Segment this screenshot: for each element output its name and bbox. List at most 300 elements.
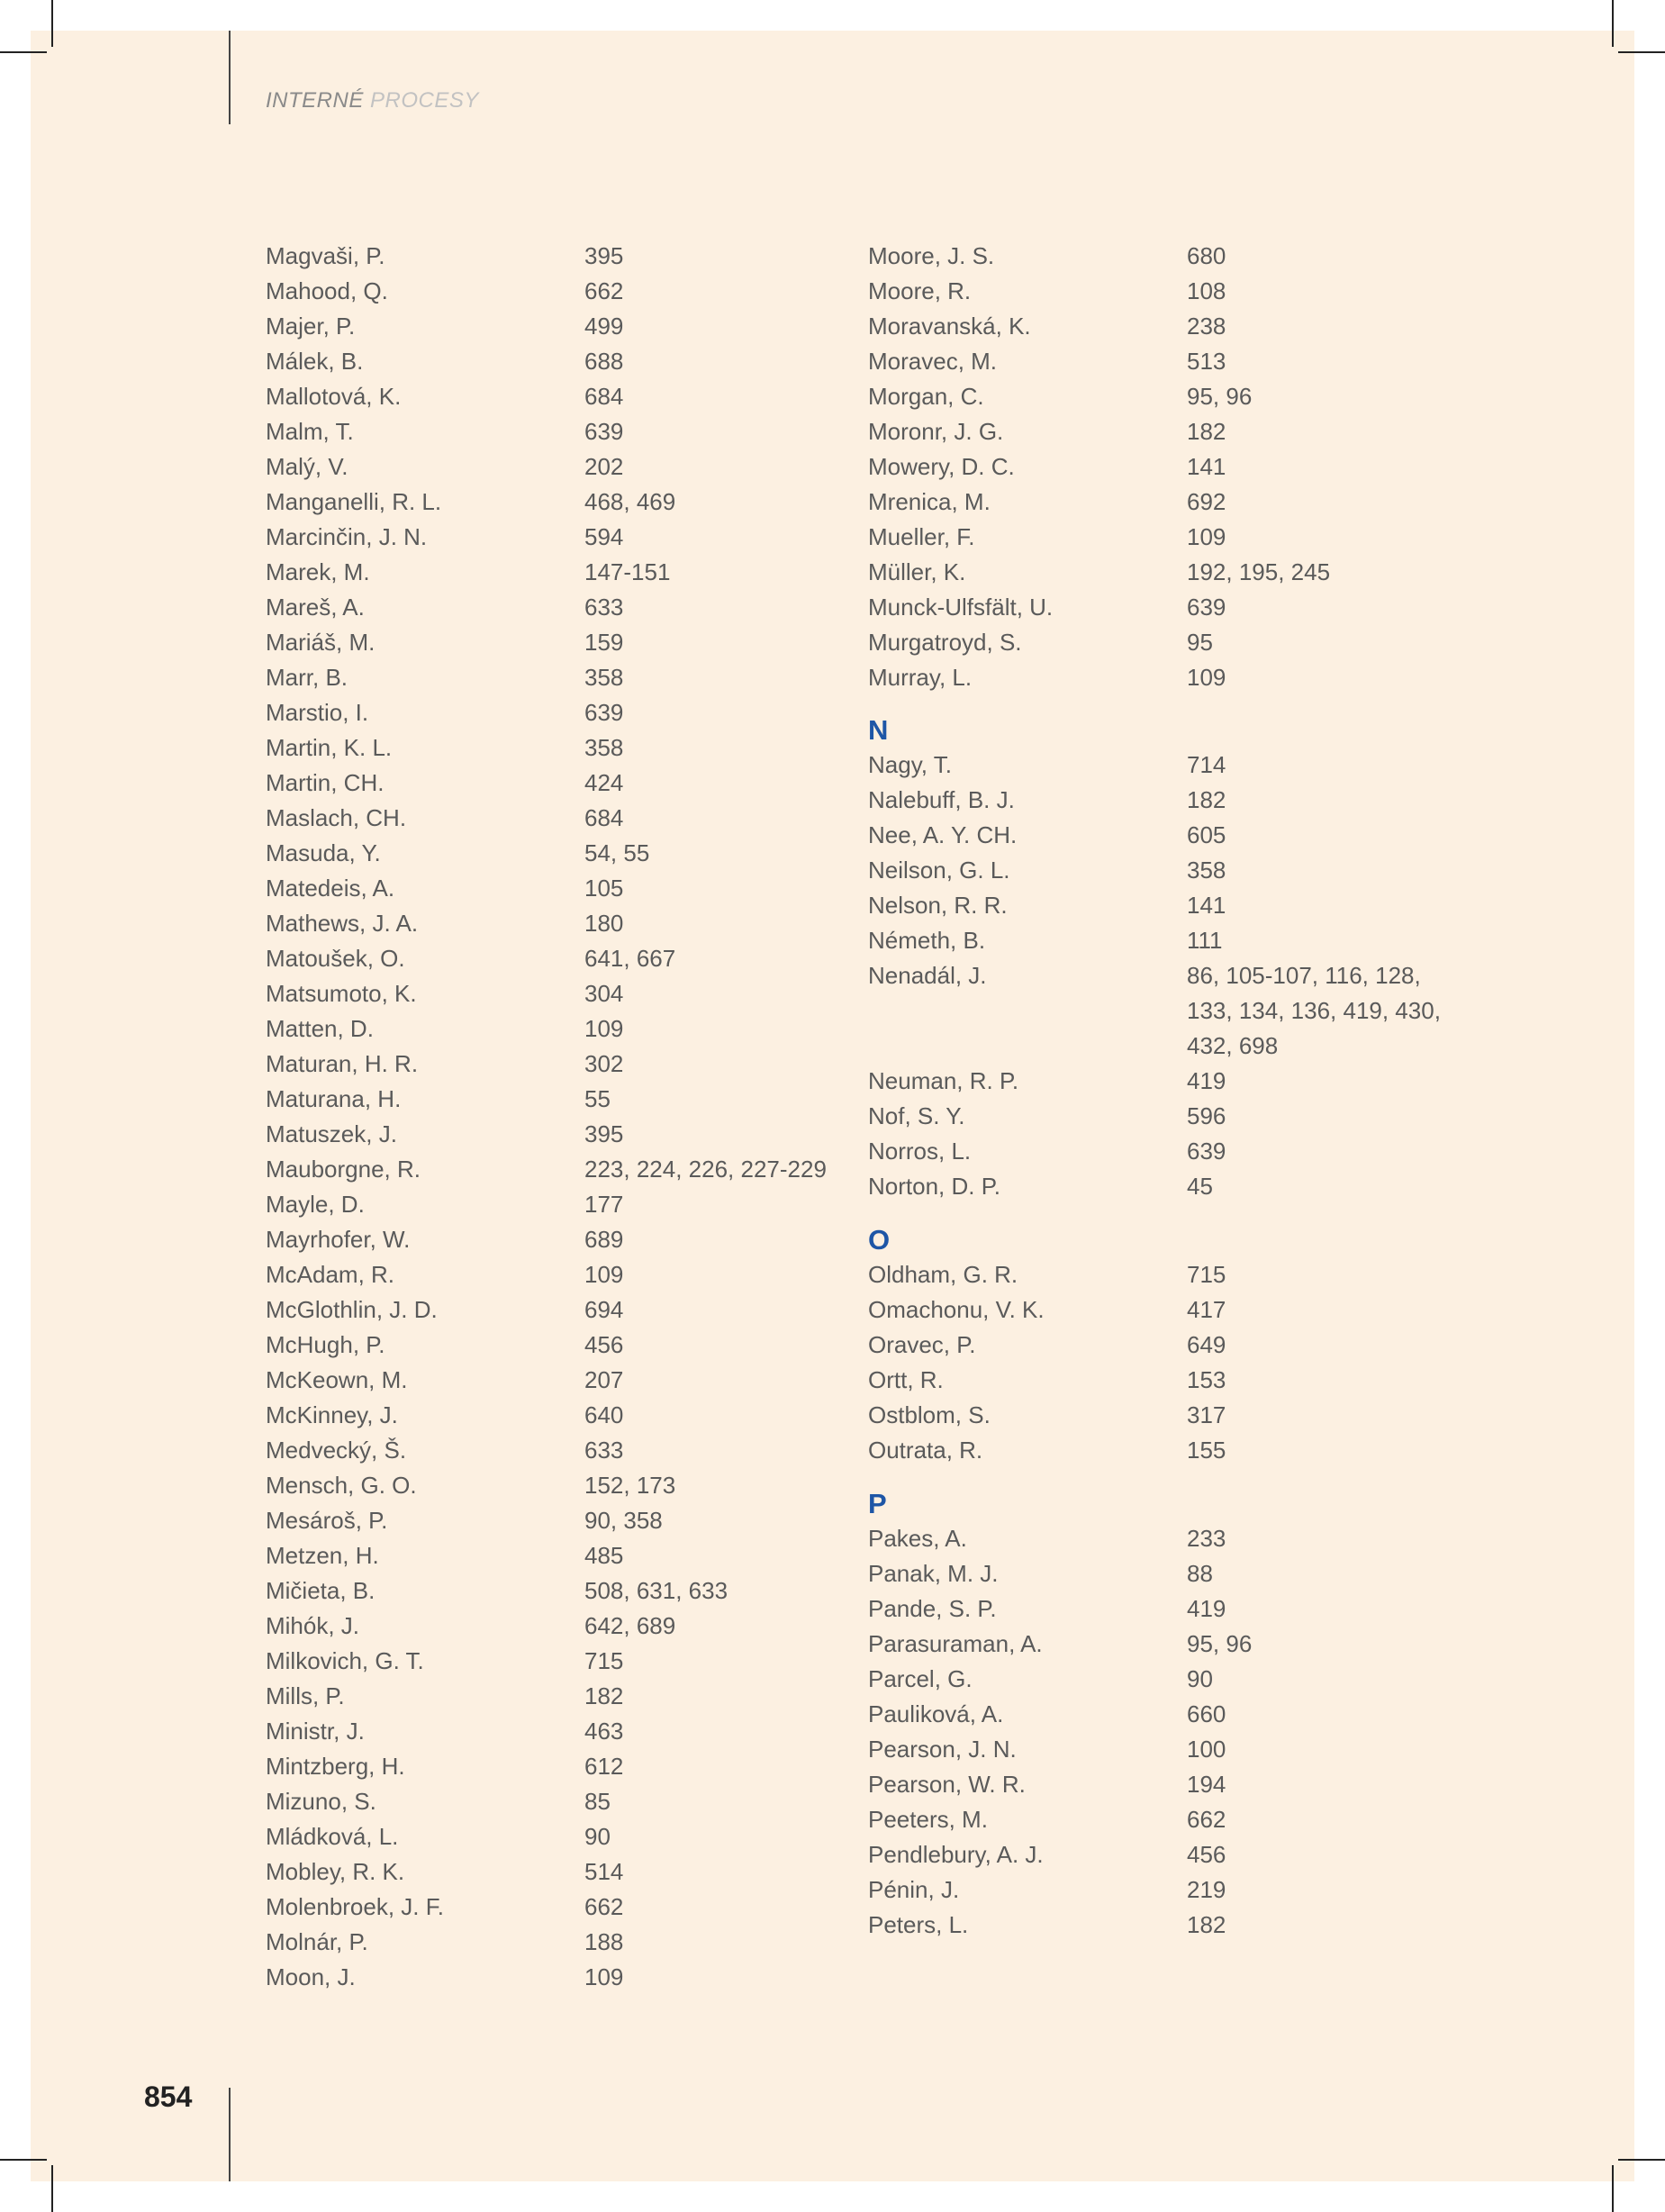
entry-pages: 90, 358 [584, 1507, 663, 1534]
entry-name: Molenbroek, J. F. [266, 1893, 444, 1920]
entry-pages: 207 [584, 1366, 624, 1393]
entry-name: Moore, J. S. [868, 242, 995, 269]
index-entry [266, 590, 842, 625]
index-entry-continuation [868, 1029, 1444, 1064]
index-entry [266, 941, 842, 976]
entry-pages: 95 [1187, 629, 1213, 656]
index-entry [266, 555, 842, 590]
entry-name: Moore, R. [868, 277, 972, 304]
entry-name: Outrata, R. [868, 1437, 983, 1464]
index-entry [868, 1591, 1444, 1627]
entry-name: Munck-Ulfsfält, U. [868, 594, 1054, 621]
entry-name: Medvecký, Š. [266, 1437, 407, 1464]
index-entry [868, 1662, 1444, 1697]
entry-pages: 692 [1187, 488, 1226, 515]
entry-pages: 109 [584, 1261, 624, 1288]
index-entry [266, 1257, 842, 1292]
entry-name: Matedeis, A. [266, 875, 395, 902]
entry-pages: 714 [1187, 751, 1226, 778]
index-entry [868, 1433, 1444, 1468]
entry-name: Matten, D. [266, 1015, 374, 1042]
index-entry [266, 274, 842, 309]
entry-name: Mauborgne, R. [266, 1156, 421, 1183]
entry-name: Oldham, G. R. [868, 1261, 1018, 1288]
index-entry [266, 1784, 842, 1819]
entry-name: Matoušek, O. [266, 945, 405, 972]
entry-pages: 596 [1187, 1102, 1226, 1129]
entry-name: Milkovich, G. T. [266, 1647, 424, 1674]
entry-name: Mathews, J. A. [266, 910, 419, 937]
index-entry [868, 1556, 1444, 1591]
entry-name: Mensch, G. O. [266, 1472, 417, 1499]
index-entry [266, 730, 842, 766]
index-entry [266, 1573, 842, 1609]
entry-pages: 649 [1187, 1331, 1226, 1358]
entry-name: Panak, M. J. [868, 1560, 999, 1587]
index-entry [266, 1222, 842, 1257]
entry-name: Mihók, J. [266, 1612, 360, 1639]
entry-name: Moravanská, K. [868, 313, 1031, 340]
entry-name: Pearson, W. R. [868, 1771, 1026, 1798]
index-entry [266, 801, 842, 836]
entry-name: Németh, B. [868, 927, 986, 954]
index-entry [266, 1292, 842, 1328]
entry-name: Pakes, A. [868, 1525, 967, 1552]
entry-pages: 141 [1187, 892, 1226, 919]
entry-pages: 419 [1187, 1595, 1226, 1622]
entry-pages: 715 [1187, 1261, 1226, 1288]
entry-pages: 417 [1187, 1296, 1226, 1323]
entry-name: Molnár, P. [266, 1928, 368, 1955]
entry-pages: 694 [584, 1296, 624, 1323]
index-entry [868, 520, 1444, 555]
entry-name: Mrenica, M. [868, 488, 991, 515]
entry-name: Pénin, J. [868, 1876, 960, 1903]
entry-name: Marstio, I. [266, 699, 369, 726]
header-rule [229, 31, 231, 124]
entry-name: Moronr, J. G. [868, 418, 1004, 445]
entry-pages: 468, 469 [584, 488, 676, 515]
index-entry [266, 1468, 842, 1503]
entry-pages: 133, 134, 136, 419, 430, [1187, 997, 1441, 1024]
entry-pages: 153 [1187, 1366, 1226, 1393]
entry-name: Manganelli, R. L. [266, 488, 442, 515]
entry-pages: 194 [1187, 1771, 1226, 1798]
entry-pages: 304 [584, 980, 624, 1007]
entry-pages: 688 [584, 348, 624, 375]
index-entry [868, 923, 1444, 958]
entry-pages: 508, 631, 633 [584, 1577, 728, 1604]
entry-pages: 358 [584, 664, 624, 691]
entry-pages: 223, 224, 226, 227-229 [584, 1156, 827, 1183]
entry-pages: 188 [584, 1928, 624, 1955]
index-entry [266, 414, 842, 449]
page-number: 854 [144, 2081, 193, 2113]
entry-name: Oravec, P. [868, 1331, 976, 1358]
entry-name: Mariáš, M. [266, 629, 376, 656]
section-letter-n: N [868, 714, 889, 746]
index-entry [868, 1257, 1444, 1292]
index-entry [266, 660, 842, 695]
entry-pages: 182 [1187, 418, 1226, 445]
entry-pages: 95, 96 [1187, 383, 1253, 410]
index-entry [868, 1064, 1444, 1099]
index-entry [868, 1872, 1444, 1908]
entry-name: Ostblom, S. [868, 1401, 991, 1428]
index-entry [868, 1398, 1444, 1433]
entry-name: Mládková, L. [266, 1823, 399, 1850]
n-entries [868, 1064, 1444, 1204]
index-entry [868, 1767, 1444, 1802]
entry-name: Mizuno, S. [266, 1788, 376, 1815]
entry-pages: 395 [584, 242, 624, 269]
entry-name: Murgatroyd, S. [868, 629, 1022, 656]
crop-mark [51, 0, 53, 47]
entry-pages: 111 [1187, 927, 1223, 954]
index-column-left [266, 239, 842, 1995]
index-entry [868, 1169, 1444, 1204]
index-entry [266, 449, 842, 485]
entry-pages: 109 [584, 1015, 624, 1042]
o-entries [868, 1257, 1444, 1468]
index-entry [266, 1538, 842, 1573]
entry-name: Maturan, H. R. [266, 1050, 419, 1077]
index-entry [266, 1714, 842, 1749]
entry-name: Nof, S. Y. [868, 1102, 965, 1129]
entry-name: Parasuraman, A. [868, 1630, 1043, 1657]
entry-pages: 633 [584, 1437, 624, 1464]
index-entry [868, 274, 1444, 309]
entry-pages: 684 [584, 804, 624, 831]
index-entry [868, 1627, 1444, 1662]
entry-name: Mičieta, B. [266, 1577, 376, 1604]
index-entry [266, 344, 842, 379]
entry-pages: 238 [1187, 313, 1226, 340]
entry-name: Maslach, CH. [266, 804, 407, 831]
entry-name: Norton, D. P. [868, 1173, 1000, 1200]
index-entry [868, 1521, 1444, 1556]
index-entry [266, 1328, 842, 1363]
running-head-part1: INTERNÉ [266, 88, 364, 113]
entry-name: Marcinčin, J. N. [266, 523, 428, 550]
entry-pages: 424 [584, 769, 624, 796]
index-entry [266, 1854, 842, 1890]
index-entry [868, 414, 1444, 449]
entry-pages: 639 [1187, 594, 1226, 621]
entry-pages: 100 [1187, 1736, 1226, 1763]
index-column-right [868, 239, 1444, 1943]
entry-pages: 456 [584, 1331, 624, 1358]
index-entry [868, 958, 1444, 993]
entry-name: Pendlebury, A. J. [868, 1841, 1044, 1868]
entry-pages: 358 [1187, 857, 1226, 884]
entry-name: Martin, K. L. [266, 734, 393, 761]
entry-pages: 680 [1187, 242, 1226, 269]
n-entries [868, 748, 1444, 958]
entry-pages: 105 [584, 875, 624, 902]
entry-pages: 639 [584, 699, 624, 726]
entry-pages: 594 [584, 523, 624, 550]
entry-pages: 639 [1187, 1138, 1226, 1165]
entry-name: Müller, K. [868, 558, 966, 585]
entry-pages: 90 [1187, 1665, 1213, 1692]
index-entry [266, 1925, 842, 1960]
entry-name: Nee, A. Y. CH. [868, 821, 1018, 848]
index-entry [868, 239, 1444, 274]
p-entries [868, 1521, 1444, 1943]
index-entry [868, 888, 1444, 923]
entry-pages: 689 [584, 1226, 624, 1253]
index-entry [266, 1433, 842, 1468]
entry-pages: 432, 698 [1187, 1032, 1279, 1059]
entry-pages: 182 [1187, 786, 1226, 813]
crop-mark [1612, 0, 1614, 47]
entry-pages: 109 [1187, 664, 1226, 691]
entry-pages: 219 [1187, 1876, 1226, 1903]
entry-pages: 90 [584, 1823, 611, 1850]
entry-name: Parcel, G. [868, 1665, 973, 1692]
index-entry [266, 836, 842, 871]
entry-name: Moravec, M. [868, 348, 998, 375]
index-entry [266, 1609, 842, 1644]
index-entry [266, 1082, 842, 1117]
entry-name: Pande, S. P. [868, 1595, 997, 1622]
entry-name: Omachonu, V. K. [868, 1296, 1045, 1323]
index-entry [266, 1398, 842, 1433]
entry-name: Neuman, R. P. [868, 1067, 1019, 1094]
entry-name: McKeown, M. [266, 1366, 408, 1393]
entry-name: Mesároš, P. [266, 1507, 388, 1534]
crop-mark [1618, 2159, 1665, 2161]
entry-name: Mills, P. [266, 1682, 345, 1709]
index-entry [266, 871, 842, 906]
entry-pages: 485 [584, 1542, 624, 1569]
entry-name: Morgan, C. [868, 383, 984, 410]
entry-pages: 86, 105-107, 116, 128, [1187, 962, 1421, 989]
entry-pages: 147-151 [584, 558, 671, 585]
index-entry [868, 1908, 1444, 1943]
entry-pages: 662 [584, 1893, 624, 1920]
crop-mark [0, 2159, 47, 2161]
entry-pages: 513 [1187, 348, 1226, 375]
index-entry [266, 1644, 842, 1679]
running-head [266, 88, 479, 113]
index-entry [266, 1152, 842, 1187]
index-entry-continuation [868, 993, 1444, 1029]
entry-pages: 54, 55 [584, 839, 650, 866]
entry-name: Marek, M. [266, 558, 370, 585]
index-entry [868, 853, 1444, 888]
entry-pages: 715 [584, 1647, 624, 1674]
entry-pages: 95, 96 [1187, 1630, 1253, 1657]
entry-pages: 85 [584, 1788, 611, 1815]
index-entry [868, 485, 1444, 520]
index-entry [266, 309, 842, 344]
entry-pages: 612 [584, 1753, 624, 1780]
entry-pages: 456 [1187, 1841, 1226, 1868]
entry-pages: 640 [584, 1401, 624, 1428]
entry-name: Metzen, H. [266, 1542, 379, 1569]
entry-name: Mintzberg, H. [266, 1753, 405, 1780]
entry-pages: 109 [1187, 523, 1226, 550]
entry-name: Masuda, Y. [266, 839, 381, 866]
entry-name: Mallotová, K. [266, 383, 402, 410]
crop-mark [0, 51, 47, 53]
entry-pages: 639 [584, 418, 624, 445]
index-entry [868, 1328, 1444, 1363]
entry-name: Maturana, H. [266, 1085, 402, 1112]
index-entry [868, 1134, 1444, 1169]
entry-name: Marr, B. [266, 664, 348, 691]
index-entry [868, 1099, 1444, 1134]
entry-name: Malý, V. [266, 453, 348, 480]
entry-name: Mareš, A. [266, 594, 365, 621]
entry-pages: 152, 173 [584, 1472, 676, 1499]
entry-pages: 233 [1187, 1525, 1226, 1552]
entry-pages: 358 [584, 734, 624, 761]
index-entry [266, 1363, 842, 1398]
index-entry [266, 976, 842, 1011]
entry-pages: 684 [584, 383, 624, 410]
index-entry [868, 449, 1444, 485]
entry-name: Nalebuff, B. J. [868, 786, 1015, 813]
entry-pages: 177 [584, 1191, 624, 1218]
index-entry [266, 1011, 842, 1047]
entry-pages: 88 [1187, 1560, 1213, 1587]
index-entry [868, 590, 1444, 625]
entry-pages: 108 [1187, 277, 1226, 304]
index-entry [266, 1679, 842, 1714]
index-entry [266, 1187, 842, 1222]
index-entry [868, 1732, 1444, 1767]
entry-pages: 660 [1187, 1700, 1226, 1727]
entry-name: Mobley, R. K. [266, 1858, 405, 1885]
entry-pages: 662 [1187, 1806, 1226, 1833]
index-entry [868, 344, 1444, 379]
entry-pages: 302 [584, 1050, 624, 1077]
entry-name: Matuszek, J. [266, 1120, 397, 1147]
entry-pages: 202 [584, 453, 624, 480]
entry-pages: 642, 689 [584, 1612, 676, 1639]
entry-name: Mahood, Q. [266, 277, 388, 304]
index-entry [266, 239, 842, 274]
entry-pages: 55 [584, 1085, 611, 1112]
entry-name: Málek, B. [266, 348, 364, 375]
index-entry [868, 379, 1444, 414]
entry-pages: 633 [584, 594, 624, 621]
index-entry [266, 485, 842, 520]
entry-name: Pauliková, A. [868, 1700, 1004, 1727]
entry-name: Nenadál, J. [868, 962, 987, 989]
index-entry [868, 555, 1444, 590]
entry-name: Mayrhofer, W. [266, 1226, 411, 1253]
index-entry [868, 309, 1444, 344]
entry-pages: 317 [1187, 1401, 1226, 1428]
entry-pages: 182 [1187, 1911, 1226, 1938]
footer-rule [229, 2088, 231, 2181]
m-entries [868, 239, 1444, 695]
entry-name: McGlothlin, J. D. [266, 1296, 438, 1323]
index-entry [266, 1749, 842, 1784]
entry-name: Mueller, F. [868, 523, 975, 550]
entry-pages: 159 [584, 629, 624, 656]
index-entry [266, 695, 842, 730]
entry-name: Ortt, R. [868, 1366, 944, 1393]
entry-name: Mayle, D. [266, 1191, 365, 1218]
entry-pages: 109 [584, 1963, 624, 1990]
entry-pages: 182 [584, 1682, 624, 1709]
index-entry [266, 906, 842, 941]
entry-name: Ministr, J. [266, 1718, 365, 1745]
running-head-part2: PROCESY [370, 88, 479, 113]
index-entry [868, 748, 1444, 783]
entry-pages: 192, 195, 245 [1187, 558, 1331, 585]
entry-name: Martin, CH. [266, 769, 385, 796]
entry-pages: 45 [1187, 1173, 1213, 1200]
entry-name: Pearson, J. N. [868, 1736, 1017, 1763]
entry-pages: 395 [584, 1120, 624, 1147]
index-entry [868, 818, 1444, 853]
entry-name: Matsumoto, K. [266, 980, 417, 1007]
entry-pages: 419 [1187, 1067, 1226, 1094]
entry-pages: 514 [584, 1858, 624, 1885]
entry-name: Nagy, T. [868, 751, 952, 778]
entry-name: Malm, T. [266, 418, 354, 445]
entry-pages: 180 [584, 910, 624, 937]
entry-name: McAdam, R. [266, 1261, 395, 1288]
entry-pages: 605 [1187, 821, 1226, 848]
index-entry [868, 1837, 1444, 1872]
section-letter-o: O [868, 1224, 891, 1256]
index-entry [266, 766, 842, 801]
entry-name: Neilson, G. L. [868, 857, 1010, 884]
index-entry [266, 1819, 842, 1854]
entry-pages: 463 [584, 1718, 624, 1745]
entry-pages: 662 [584, 277, 624, 304]
index-entry [868, 625, 1444, 660]
entry-name: Norros, L. [868, 1138, 972, 1165]
entry-name: McKinney, J. [266, 1401, 398, 1428]
index-entry [868, 1363, 1444, 1398]
index-entry [868, 1697, 1444, 1732]
entry-pages: 141 [1187, 453, 1226, 480]
entry-pages: 155 [1187, 1437, 1226, 1464]
index-entry [266, 1890, 842, 1925]
entry-pages: 641, 667 [584, 945, 676, 972]
index-entry [266, 1960, 842, 1995]
index-entry [868, 1802, 1444, 1837]
index-entry [266, 379, 842, 414]
index-entry [266, 1117, 842, 1152]
entry-name: Magvaši, P. [266, 242, 385, 269]
index-entry [868, 1292, 1444, 1328]
crop-mark [51, 2165, 53, 2212]
index-entry [868, 783, 1444, 818]
entry-name: Mowery, D. C. [868, 453, 1015, 480]
index-entry [868, 660, 1444, 695]
entry-name: Majer, P. [266, 313, 356, 340]
entry-name: Moon, J. [266, 1963, 356, 1990]
index-entry [266, 1047, 842, 1082]
entry-pages: 499 [584, 313, 624, 340]
crop-mark [1612, 2165, 1614, 2212]
section-letter-p: P [868, 1488, 887, 1519]
entry-name: Murray, L. [868, 664, 973, 691]
crop-mark [1618, 51, 1665, 53]
entry-name: Peeters, M. [868, 1806, 988, 1833]
index-entry [266, 625, 842, 660]
entry-name: Nelson, R. R. [868, 892, 1008, 919]
